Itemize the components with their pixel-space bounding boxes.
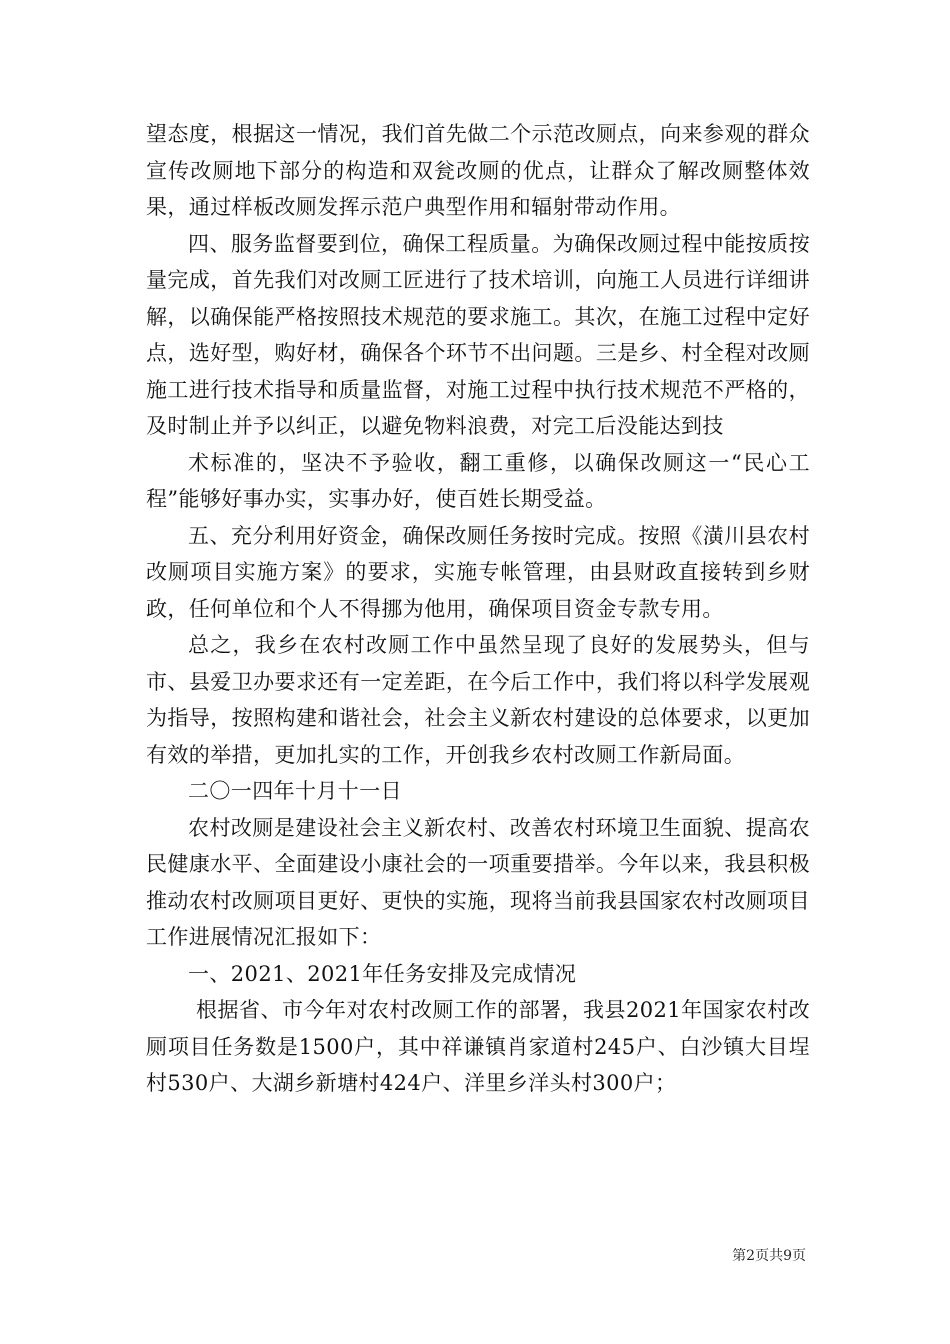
paragraph-1: 望态度，根据这一情况，我们首先做二个示范改厕点，向来参观的群众宣传改厕地下部分的构造和双瓮改厕的优点，让群众了解改厕整体效果，通过样板改厕发挥示范户典型作用和辐射带动作用。: [146, 122, 810, 219]
page-number: 第2页共9页: [732, 1248, 806, 1264]
paragraph-7: 农村改厕是建设社会主义新农村、改善农村环境卫生面貌、提高农民健康水平、全面建设小康社会的一项重要措举。今年以来，我县积极推动农村改厕项目更好、更快的实施，现将当前我县国家农村改厕项目工作进展情况汇报如下：: [146, 815, 810, 949]
paragraph-5: 总之，我乡在农村改厕工作中虽然呈现了良好的发展势头，但与市、县爱卫办要求还有一定差距，在今后工作中，我们将以科学发展观为指导，按照构建和谐社会，社会主义新农村建设的总体要求，以更加有效的举措，更加扎实的工作，开创我乡农村改厕工作新局面。: [146, 633, 810, 767]
paragraph-9: 根据省、市今年对农村改厕工作的部署，我县2021年国家农村改厕项目任务数是1500户，其中祥谦镇肖家道村245户、白沙镇大目埕村530户、大湖乡新塘村424户、洋里乡洋头村300户；: [146, 998, 810, 1095]
paragraph-3: 术标准的，坚决不予验收，翻工重修，以确保改厕这一“民心工程”能够好事办实，实事办好，使百姓长期受益。: [146, 450, 810, 511]
document-body: [146, 116, 810, 1102]
paragraph-4: 五、充分利用好资金，确保改厕任务按时完成。按照《潢川县农村改厕项目实施方案》的要求，实施专帐管理，由县财政直接转到乡财政，任何单位和个人不得挪为他用，确保项目资金专款专用。: [146, 523, 810, 621]
paragraph-2: 四、服务监督要到位，确保工程质量。为确保改厕过程中能按质按量完成，首先我们对改厕工匠进行了技术培训，向施工人员进行详细讲解，以确保能严格按照技术规范的要求施工。其次，在施工过程中定好点，选好型，购好材，确保各个环节不出问题。三是乡、村全程对改厕施工进行技术指导和质量监督，对施工过程中执行技术规范不严格的，及时制止并予以纠正，以避免物料浪费，对完工后没能达到技: [146, 231, 810, 438]
section-heading: 一、2021、2021年任务安排及完成情况: [188, 961, 577, 986]
paragraph-date: 二〇一四年十月十一日: [188, 779, 402, 803]
